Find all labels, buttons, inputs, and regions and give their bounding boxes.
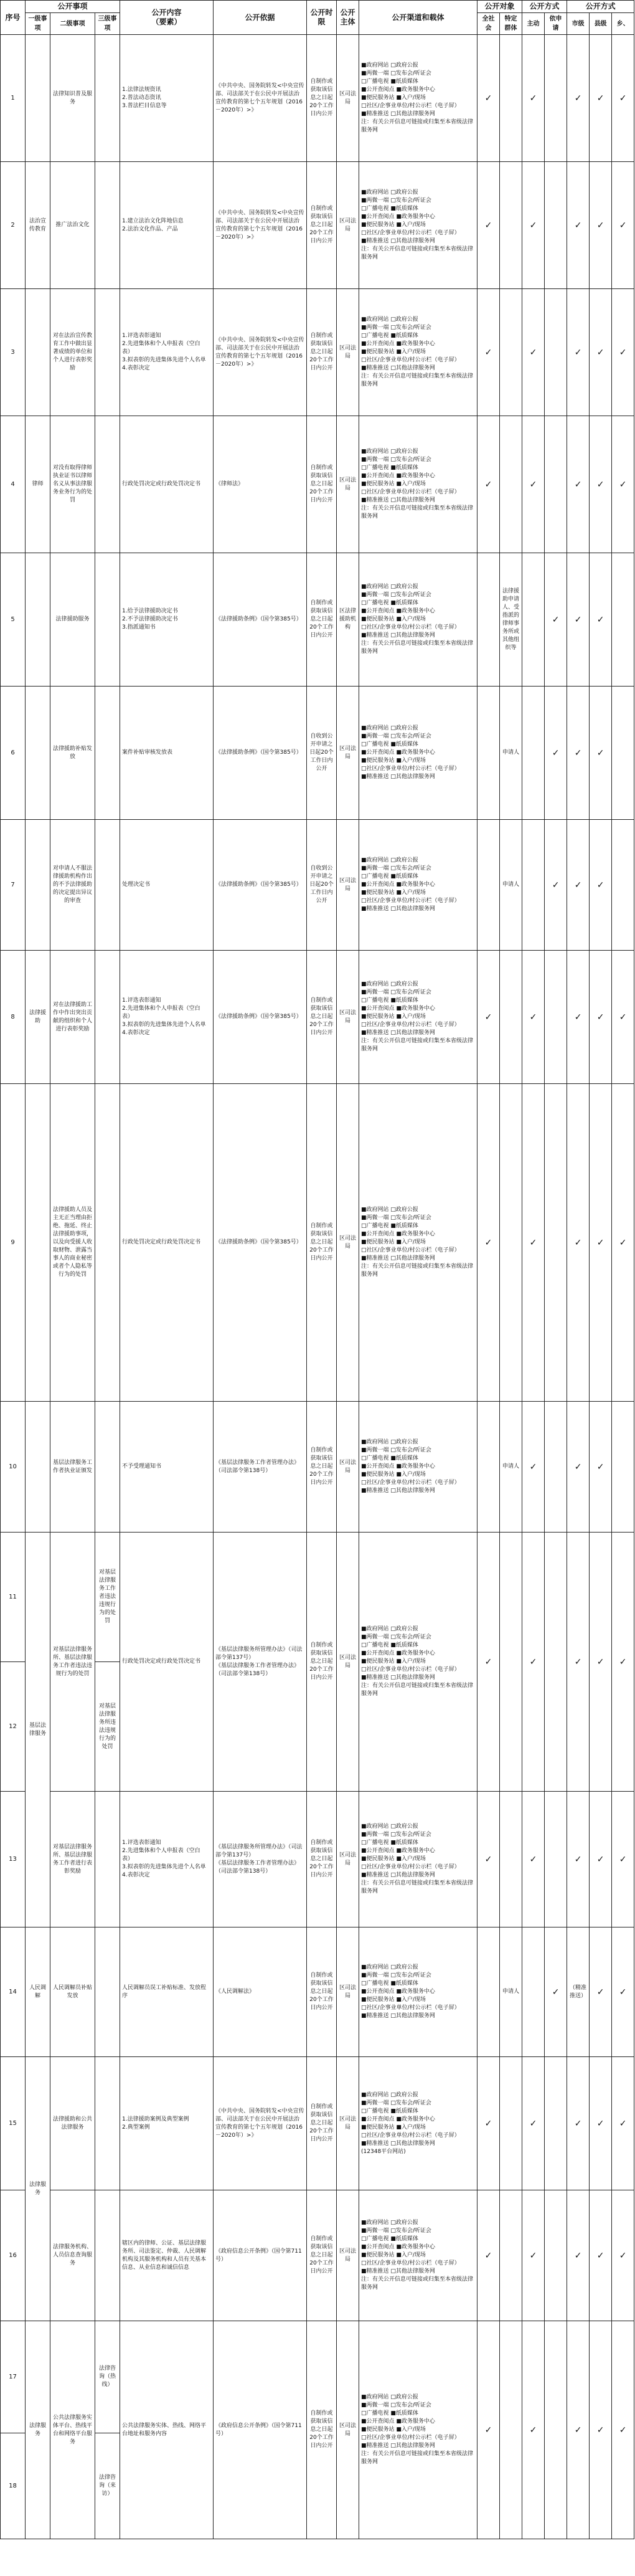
cell-time: 自制作或获取该信息之日起20个工作日内公开 xyxy=(307,1927,337,2057)
cell-l2: 法律援助服务 xyxy=(50,553,95,687)
check-mark: ✓ xyxy=(545,820,567,951)
cell-l1: 律师 xyxy=(26,416,50,553)
check-mark: ✓ xyxy=(567,2190,590,2321)
cell-all xyxy=(477,1927,500,2057)
check-mark: ✓ xyxy=(590,35,612,162)
header-obj-specific: 特定群体 xyxy=(500,13,522,35)
cell-time: 自制作或获取该信息之日起20个工作日内公开 xyxy=(307,553,337,687)
cell-apply xyxy=(545,2321,567,2539)
cell-l2: 基层法律服务工作者执业证颁发 xyxy=(50,1402,95,1533)
check-mark: ✓ xyxy=(545,553,567,687)
cell-content: 1.法律法规资讯 2.普法动态资讯 3.普法栏目信息等 xyxy=(120,35,214,162)
cell-l3 xyxy=(95,1792,120,1927)
cell-basis: 《中共中央、国务院转发<中央宣传部、司法部关于在公民中开展法治宣传教育的第七个五年规划（2016－2020年）>》 xyxy=(214,35,307,162)
cell-l3 xyxy=(95,1084,120,1402)
cell-content: 案件补贴审核发放表 xyxy=(120,687,214,820)
cell-basis: 《法律援助条例》（国令第385号） xyxy=(214,553,307,687)
cell-l2: 人民调解员补贴发放 xyxy=(50,1927,95,2057)
cell-active xyxy=(522,687,545,820)
cell-l2: 法律援助和公共法律服务 xyxy=(50,2057,95,2190)
cell-basis: 《法律援助条例》（国令第385号） xyxy=(214,687,307,820)
cell-l3 xyxy=(95,416,120,553)
cell-basis: 《基层法律服务所管理办法》（司法部令第137号） 《基层法律服务工作者管理办法》（司法部令第138号） xyxy=(214,1533,307,1792)
table-row xyxy=(1,1792,634,1927)
check-mark: ✓ xyxy=(477,35,500,162)
cell-basis: 《法律援助条例》（国令第385号） xyxy=(214,1084,307,1402)
cell-subject: 区司法局 xyxy=(337,2321,359,2539)
cell-seq: 4 xyxy=(1,416,26,553)
cell-town xyxy=(612,553,634,687)
cell-seq: 18 xyxy=(1,2433,26,2539)
cell-channel: ■政府网站 □政府公报 ■两微一端 □发布会/听证会 □广播电视 ■纸质媒体 ■公开查阅点 ■政务服务中心 ■便民服务站 ■入户/现场 □社区/企事业单位/村公示栏（电子屏） ■精准推送 □其他法律服务网 注：有关公开信息可链接或归集至本省级法律服务网 xyxy=(359,416,477,553)
cell-subject: 区司法局 xyxy=(337,2057,359,2190)
table-row xyxy=(1,1533,634,1662)
cell-l1 xyxy=(26,1402,50,1533)
table-row xyxy=(1,2321,634,2433)
cell-subject: 区司法局 xyxy=(337,35,359,162)
check-mark: ✓ xyxy=(567,951,590,1084)
cell-time: 自制作或获取该信息之日起20个工作日内公开 xyxy=(307,2190,337,2321)
cell-specific xyxy=(500,1792,522,1927)
check-mark: ✓ xyxy=(522,289,545,416)
cell-specific xyxy=(500,289,522,416)
cell-subject: 区司法局 xyxy=(337,687,359,820)
check-mark: ✓ xyxy=(612,289,634,416)
cell-apply xyxy=(545,2190,567,2321)
cell-time: 自制作或获取该信息之日起20个工作日内公开 xyxy=(307,1792,337,1927)
cell-l2: 法律援助人员及主无正当理由拒绝、拖延、终止法律援助事项，以及向受援人收取财物、泄露当事人的商业秘密或者个人隐私等行为的处罚 xyxy=(50,1084,95,1402)
cell-l1 xyxy=(26,553,50,687)
check-mark: ✓ xyxy=(522,1533,545,1792)
cell-channel: ■政府网站 □政府公报 ■两微一端 □发布会/听证会 □广播电视 ■纸质媒体 ■公开查阅点 ■政务服务中心 ■便民服务站 ■入户/现场 □社区/企事业单位/村公示栏（电子屏） ■精准推送 □其他法律服务网 (12348平台网站) xyxy=(359,2057,477,2190)
table-row xyxy=(1,289,634,416)
cell-town xyxy=(612,820,634,951)
check-mark: ✓ xyxy=(567,687,590,820)
table-row xyxy=(1,416,634,553)
check-mark: ✓ xyxy=(590,553,612,687)
cell-content: 辖区内的律师、公证、基层法律服务所、司法鉴定、仲裁、人民调解机构及其服务机构和人员有关基本信息、从业信息和诚信信息 xyxy=(120,2190,214,2321)
cell-active xyxy=(522,1927,545,2057)
cell-basis: 《律师法》 xyxy=(214,416,307,553)
cell-time: 自制作或获取该信息之日起20个工作日内公开 xyxy=(307,1533,337,1792)
cell-seq: 17 xyxy=(1,2321,26,2433)
cell-l2: 对基层法律服务所、基层法律服务工作者进行表彰奖励 xyxy=(50,1792,95,1927)
check-mark: ✓ xyxy=(477,1533,500,1792)
cell-apply xyxy=(545,1084,567,1402)
cell-l3 xyxy=(95,2057,120,2190)
table-row xyxy=(1,1927,634,2057)
check-mark: ✓ xyxy=(567,289,590,416)
cell-all xyxy=(477,687,500,820)
cell-l1 xyxy=(26,1084,50,1402)
cell-apply xyxy=(545,35,567,162)
cell-content: 处理决定书 xyxy=(120,820,214,951)
header-l1: 一级事项 xyxy=(26,13,50,35)
table-row xyxy=(1,162,634,289)
cell-l3 xyxy=(95,687,120,820)
table-row xyxy=(1,951,634,1084)
check-mark: ✓ xyxy=(522,1402,545,1533)
cell-seq: 12 xyxy=(1,1662,26,1792)
header-content: 公开内容 （要素） xyxy=(120,1,214,35)
cell-l3 xyxy=(95,1402,120,1533)
check-mark: ✓ xyxy=(522,1084,545,1402)
check-mark: ✓ xyxy=(612,416,634,553)
cell-active xyxy=(522,553,545,687)
check-mark: ✓ xyxy=(567,2057,590,2190)
cell-content: 1.法律援助案例及典型案例 2.典型案例 xyxy=(120,2057,214,2190)
cell-basis: 《政府信息公开条例》（国令第711号） xyxy=(214,2321,307,2539)
cell-basis: 《法律援助条例》（国令第385号） xyxy=(214,820,307,951)
header-level: 公开方式 xyxy=(567,1,634,13)
cell-seq: 5 xyxy=(1,553,26,687)
header-method: 公开方式 xyxy=(522,1,567,13)
cell-l2: 对没有取得律师执业证书以律师名义从事法律服务业务行为的处罚 xyxy=(50,416,95,553)
check-mark: ✓ xyxy=(567,1084,590,1402)
cell-specific xyxy=(500,2057,522,2190)
cell-time: 自制作或获取该信息之日起20个工作日内公开 xyxy=(307,416,337,553)
cell-apply xyxy=(545,289,567,416)
cell-l1: 法律服务 xyxy=(26,2057,50,2321)
table-row xyxy=(1,1084,634,1402)
cell-time: 自制作或获取该信息之日起20个工作日内公开 xyxy=(307,162,337,289)
cell-l2: 对在法治宣传教育工作中做出显著成绩的单位和个人进行表彰奖励 xyxy=(50,289,95,416)
header-lv-town: 乡、 xyxy=(612,13,634,35)
check-mark: ✓ xyxy=(590,2321,612,2539)
check-mark: ✓ xyxy=(522,2321,545,2539)
cell-l2: 法律援助补贴发放 xyxy=(50,687,95,820)
cell-apply xyxy=(545,1533,567,1792)
check-mark: ✓ xyxy=(590,162,612,289)
check-mark: ✓ xyxy=(477,2190,500,2321)
cell-all xyxy=(477,553,500,687)
cell-subject: 区司法局 xyxy=(337,951,359,1084)
cell-specific xyxy=(500,416,522,553)
cell-content: 1.评选表彰通知 2.先进集体和个人申报表（空白表） 3.拟表彰的先进集体先进个人名单 4.表彰决定 xyxy=(120,1792,214,1927)
check-mark: ✓ xyxy=(590,2057,612,2190)
cell-content: 1.建立法治文化阵地信息 2.法治文化作品、产品 xyxy=(120,162,214,289)
cell-l3: 法律咨询（热线） xyxy=(95,2321,120,2433)
cell-channel: ■政府网站 □政府公报 ■两微一端 □发布会/听证会 □广播电视 ■纸质媒体 ■公开查阅点 ■政务服务中心 ■便民服务站 ■入户/现场 □社区/企事业单位/村公示栏（电子屏） ■精准推送 □其他法律服务网 xyxy=(359,687,477,820)
cell-seq: 10 xyxy=(1,1402,26,1533)
check-mark: ✓ xyxy=(590,687,612,820)
table-row xyxy=(1,687,634,820)
check-mark: ✓ xyxy=(590,1084,612,1402)
cell-channel: ■政府网站 □政府公报 ■两微一端 □发布会/听证会 □广播电视 ■纸质媒体 ■公开查阅点 ■政务服务中心 ■便民服务站 ■入户/现场 □社区/企事业单位/村公示栏（电子屏） ■精准推送 □其他法律服务网 注：有关公开信息可链接或归集至本省级法律服务网 xyxy=(359,2321,477,2539)
header-row-1 xyxy=(1,1,634,13)
cell-apply xyxy=(545,416,567,553)
cell-time: 自收到公开申请之日起20个工作日内公开 xyxy=(307,820,337,951)
cell-channel: ■政府网站 □政府公报 ■两微一端 □发布会/听证会 □广播电视 ■纸质媒体 ■公开查阅点 ■政务服务中心 ■便民服务站 ■入户/现场 □社区/企事业单位/村公示栏（电子屏） ■精准推送 □其他法律服务网 注：有关公开信息可链接或归集至本省级法律服务网 xyxy=(359,162,477,289)
cell-seq: 9 xyxy=(1,1084,26,1402)
check-mark: ✓ xyxy=(522,2190,545,2321)
cell-specific xyxy=(500,1533,522,1792)
cell-l3: 对基层法律服务所违法违规行为的处罚 xyxy=(95,1662,120,1792)
check-mark: ✓ xyxy=(522,416,545,553)
cell-l1: 基层法律服务 xyxy=(26,1533,50,1927)
cell-l3 xyxy=(95,35,120,162)
header-items: 公开事项 xyxy=(26,1,120,13)
cell-active xyxy=(522,820,545,951)
cell-apply xyxy=(545,2057,567,2190)
check-mark: ✓ xyxy=(522,162,545,289)
cell-content: 不予受理通知书 xyxy=(120,1402,214,1533)
cell-seq: 6 xyxy=(1,687,26,820)
check-mark: ✓ xyxy=(477,1792,500,1927)
cell-subject: 区司法局 xyxy=(337,820,359,951)
check-mark: ✓ xyxy=(567,416,590,553)
cell-subject: 区司法局 xyxy=(337,162,359,289)
cell-subject: 区司法局 xyxy=(337,1533,359,1792)
check-mark: ✓ xyxy=(590,820,612,951)
check-mark: ✓ xyxy=(567,1402,590,1533)
cell-subject: 区司法局 xyxy=(337,1927,359,2057)
cell-seq: 7 xyxy=(1,820,26,951)
table-row xyxy=(1,2057,634,2190)
check-mark: ✓ xyxy=(477,951,500,1084)
check-mark: ✓ xyxy=(612,1084,634,1402)
cell-seq: 16 xyxy=(1,2190,26,2321)
cell-apply xyxy=(545,1402,567,1533)
cell-l1: 法律服务 xyxy=(26,2321,50,2539)
cell-specific xyxy=(500,2190,522,2321)
cell-apply xyxy=(545,951,567,1084)
table-row xyxy=(1,2190,634,2321)
cell-time: 自制作或获取该信息之日起20个工作日内公开 xyxy=(307,951,337,1084)
cell-basis: 《中共中央、国务院转发<中央宣传部、司法部关于在公民中开展法治宣传教育的第七个五年规划（2016－2020年）>》 xyxy=(214,162,307,289)
cell-time: 自制作或获取该信息之日起20个工作日内公开 xyxy=(307,35,337,162)
check-mark: ✓ xyxy=(545,687,567,820)
header-obj-all: 全社会 xyxy=(477,13,500,35)
check-mark: ✓ xyxy=(477,2321,500,2539)
cell-l1: 人民调解 xyxy=(26,1927,50,2057)
check-mark: ✓ xyxy=(612,2057,634,2190)
cell-specific: 申请人 xyxy=(500,687,522,820)
check-mark: ✓ xyxy=(612,951,634,1084)
cell-channel: ■政府网站 □政府公报 ■两微一端 □发布会/听证会 □广播电视 ■纸质媒体 ■公开查阅点 ■政务服务中心 ■便民服务站 ■入户/现场 □社区/企事业单位/村公示栏（电子屏） ■精准推送 □其他法律服务网 注：有关公开信息可链接或归集至本省级法律服务网 xyxy=(359,289,477,416)
cell-l1: 法律援助 xyxy=(26,951,50,1084)
header-object: 公开对象 xyxy=(477,1,522,13)
cell-seq: 15 xyxy=(1,2057,26,2190)
check-mark: ✓ xyxy=(590,416,612,553)
cell-l2: 对申请人不服法律援助机构作出的不予法律援助的决定提出异议的审查 xyxy=(50,820,95,951)
cell-basis: 《人民调解法》 xyxy=(214,1927,307,2057)
cell-subject: 区司法局 xyxy=(337,289,359,416)
cell-basis: 《中共中央、国务院转发<中央宣传部、司法部关于在公民中开展法治宣传教育的第七个五年规划（2016－2020年）>》 xyxy=(214,2057,307,2190)
cell-content: 1.评选表彰通知 2.先进集体和个人申报表（空白表） 3.拟表彰的先进集体先进个人名单 4.表彰决定 xyxy=(120,951,214,1084)
cell-basis: 《政府信息公开条例》（国令第711号） xyxy=(214,2190,307,2321)
cell-basis: 《基层法律服务所管理办法》（司法部令第137号） 《基层法律服务工作者管理办法》（司法部令第138号） xyxy=(214,1792,307,1927)
header-time: 公开时限 xyxy=(307,1,337,35)
cell-l3 xyxy=(95,289,120,416)
check-mark: ✓ xyxy=(522,2057,545,2190)
cell-time: 自制作或获取该信息之日起20个工作日内公开 xyxy=(307,1402,337,1533)
check-mark: ✓ xyxy=(477,162,500,289)
cell-l2: 推广法治文化 xyxy=(50,162,95,289)
cell-basis: 《法律援助条例》（国令第385号） xyxy=(214,951,307,1084)
cell-channel: ■政府网站 □政府公报 ■两微一端 □发布会/听证会 □广播电视 ■纸质媒体 ■公开查阅点 ■政务服务中心 ■便民服务站 ■入户/现场 □社区/企事业单位/村公示栏（电子屏） ■精准推送 □其他法律服务网 注：有关公开信息可链接或归集至本省级法律服务网 xyxy=(359,2190,477,2321)
check-mark: ✓ xyxy=(590,1792,612,1927)
check-mark: ✓ xyxy=(590,2190,612,2321)
table-row xyxy=(1,553,634,687)
cell-specific xyxy=(500,1084,522,1402)
cell-time: 自制作或获取该信息之日起20个工作日内公开 xyxy=(307,1084,337,1402)
cell-all xyxy=(477,1402,500,1533)
cell-subject: 区司法局 xyxy=(337,1084,359,1402)
cell-channel: ■政府网站 □政府公报 ■两微一端 □发布会/听证会 □广播电视 ■纸质媒体 ■公开查阅点 ■政务服务中心 ■便民服务站 ■入户/现场 □社区/企事业单位/村公示栏（电子屏） ■精准推送 □其他法律服务网 注：有关公开信息可链接或归集至本省级法律服务网 xyxy=(359,951,477,1084)
header-l2: 二级事项 xyxy=(50,13,95,35)
cell-basis: 《基层法律服务工作者管理办法》（司法部令第138号） xyxy=(214,1402,307,1533)
check-mark: ✓ xyxy=(477,289,500,416)
cell-time: 自收到公开申请之日起20个工作日内公开 xyxy=(307,687,337,820)
cell-specific xyxy=(500,2321,522,2539)
header-subject: 公开主体 xyxy=(337,1,359,35)
cell-seq: 11 xyxy=(1,1533,26,1662)
cell-channel: ■政府网站 □政府公报 ■两微一端 □发布会/听证会 □广播电视 ■纸质媒体 ■公开查阅点 ■政务服务中心 ■便民服务站 ■入户/现场 □社区/企事业单位/村公示栏（电子屏） ■精准推送 □其他法律服务网 xyxy=(359,1927,477,2057)
table-row xyxy=(1,820,634,951)
check-mark: ✓ xyxy=(590,951,612,1084)
cell-l3 xyxy=(95,820,120,951)
cell-time: 自制作或获取该信息之日起20个工作日内公开 xyxy=(307,2321,337,2539)
cell-subject: 区法律援助机构 xyxy=(337,553,359,687)
cell-subject: 区司法局 xyxy=(337,416,359,553)
check-mark: ✓ xyxy=(612,2321,634,2539)
check-mark: ✓ xyxy=(590,289,612,416)
cell-town xyxy=(612,687,634,820)
cell-seq: 1 xyxy=(1,35,26,162)
check-mark: ✓ xyxy=(567,2321,590,2539)
cell-seq: 14 xyxy=(1,1927,26,2057)
cell-specific xyxy=(500,35,522,162)
cell-l1 xyxy=(26,687,50,820)
cell-basis: 《中共中央、国务院转发<中央宣传部、司法部关于在公民中开展法治宣传教育的第七个五年规划（2016－2020年）>》 xyxy=(214,289,307,416)
cell-l3 xyxy=(95,951,120,1084)
cell-specific xyxy=(500,951,522,1084)
header-basis: 公开依据 xyxy=(214,1,307,35)
cell-subject: 区司法局 xyxy=(337,2190,359,2321)
check-mark: ✓ xyxy=(590,1927,612,2057)
cell-channel: ■政府网站 □政府公报 ■两微一端 □发布会/听证会 □广播电视 ■纸质媒体 ■公开查阅点 ■政务服务中心 ■便民服务站 ■入户/现场 □社区/企事业单位/村公示栏（电子屏） ■精准推送 □其他法律服务网 注：有关公开信息可链接或归集至本省级法律服务网 xyxy=(359,553,477,687)
cell-content: 1.评选表彰通知 2.先进集体和个人申报表（空白表） 3.拟表彰的先进集体先进个人名单 4.表彰决定 xyxy=(120,289,214,416)
cell-l1: 法治宣传教育 xyxy=(26,162,50,289)
table-row xyxy=(1,35,634,162)
check-mark: ✓ xyxy=(477,2057,500,2190)
cell-all xyxy=(477,820,500,951)
cell-channel: ■政府网站 □政府公报 ■两微一端 □发布会/听证会 □广播电视 ■纸质媒体 ■公开查阅点 ■政务服务中心 ■便民服务站 ■入户/现场 □社区/企事业单位/村公示栏（电子屏） ■精准推送 □其他法律服务网 注：有关公开信息可链接或归集至本省级法律服务网 xyxy=(359,1533,477,1792)
cell-l2: 对基层法律服务所、基层法律服务工作者违法违规行为的处罚 xyxy=(50,1533,95,1792)
cell-specific: 申请人 xyxy=(500,820,522,951)
cell-channel: ■政府网站 □政府公报 ■两微一端 □发布会/听证会 □广播电视 ■纸质媒体 ■公开查阅点 ■政务服务中心 ■便民服务站 ■入户/现场 □社区/企事业单位/村公示栏（电子屏） ■精准推送 □其他法律服务网 注：有关公开信息可链接或归集至本省级法律服务网 xyxy=(359,1084,477,1402)
cell-seq: 13 xyxy=(1,1792,26,1927)
check-mark: ✓ xyxy=(522,1792,545,1927)
check-mark: ✓ xyxy=(567,1533,590,1792)
table-row xyxy=(1,1402,634,1533)
cell-l3 xyxy=(95,553,120,687)
cell-channel: ■政府网站 □政府公报 ■两微一端 □发布会/听证会 □广播电视 ■纸质媒体 ■公开查阅点 ■政务服务中心 ■便民服务站 ■入户/现场 □社区/企事业单位/村公示栏（电子屏） ■精准推送 □其他法律服务网 注：有关公开信息可链接或归集至本省级法律服务网 xyxy=(359,35,477,162)
cell-l2: 公共法律服务实体平台、热线平台和网络平台服务 xyxy=(50,2321,95,2539)
cell-channel: ■政府网站 □政府公报 ■两微一端 □发布会/听证会 □广播电视 ■纸质媒体 ■公开查阅点 ■政务服务中心 ■便民服务站 ■入户/现场 □社区/企事业单位/村公示栏（电子屏） ■精准推送 □其他法律服务网 注：有关公开信息可链接或归集至本省级法律服务网 xyxy=(359,1792,477,1927)
cell-l2: 法律知识普及服务 xyxy=(50,35,95,162)
cell-channel: ■政府网站 □政府公报 ■两微一端 □发布会/听证会 □广播电视 ■纸质媒体 ■公开查阅点 ■政务服务中心 ■便民服务站 ■入户/现场 □社区/企事业单位/村公示栏（电子屏） ■精准推送 □其他法律服务网 xyxy=(359,1402,477,1533)
cell-seq: 3 xyxy=(1,289,26,416)
cell-l1 xyxy=(26,820,50,951)
cell-specific: 申请人 xyxy=(500,1402,522,1533)
cell-subject: 区司法局 xyxy=(337,1402,359,1533)
header-channel: 公开渠道和载体 xyxy=(359,1,477,35)
cell-channel: ■政府网站 □政府公报 ■两微一端 □发布会/听证会 □广播电视 ■纸质媒体 ■公开查阅点 ■政务服务中心 ■便民服务站 ■入户/现场 □社区/企事业单位/村公示栏（电子屏） ■精准推送 □其他法律服务网 xyxy=(359,820,477,951)
header-seq: 序号 xyxy=(1,1,26,35)
cell-content: 行政处罚决定或行政处罚决定书 xyxy=(120,416,214,553)
check-mark: ✓ xyxy=(612,35,634,162)
check-mark: ✓ xyxy=(477,1084,500,1402)
header-lv-city: 市级 xyxy=(567,13,590,35)
check-mark: ✓ xyxy=(612,1927,634,2057)
check-mark: ✓ xyxy=(612,2190,634,2321)
cell-seq: 2 xyxy=(1,162,26,289)
cell-time: 自制作或获取该信息之日起20个工作日内公开 xyxy=(307,289,337,416)
cell-time: 自制作或获取该信息之日起20个工作日内公开 xyxy=(307,2057,337,2190)
check-mark: ✓ xyxy=(545,1927,567,2057)
cell-town xyxy=(612,1402,634,1533)
check-mark: ✓ xyxy=(477,416,500,553)
check-mark: ✓ xyxy=(567,1792,590,1927)
check-mark: ✓ xyxy=(567,553,590,687)
cell-specific: 法律援助申请人、受指派的律师事务所或其他组织等 xyxy=(500,553,522,687)
cell-l1 xyxy=(26,289,50,416)
cell-l2: 对在法律援助工作中作出突出贡献的组织和个人进行表彰奖励 xyxy=(50,951,95,1084)
cell-l3: 对基层法律服务工作者违法违规行为的处罚 xyxy=(95,1533,120,1662)
cell-city-town: （精准推送） xyxy=(567,1927,590,2057)
header-lv-county: 县级 xyxy=(590,13,612,35)
cell-content: 行政处罚决定或行政处罚决定书 xyxy=(120,1084,214,1402)
check-mark: ✓ xyxy=(567,162,590,289)
check-mark: ✓ xyxy=(612,1792,634,1927)
cell-content: 行政处罚决定或行政处罚决定书 xyxy=(120,1533,214,1792)
cell-specific xyxy=(500,162,522,289)
cell-l3 xyxy=(95,162,120,289)
check-mark: ✓ xyxy=(590,1402,612,1533)
header-m-active: 主动 xyxy=(522,13,545,35)
cell-specific: 申请人 xyxy=(500,1927,522,2057)
cell-content: 公共法律服务实体、热线、网络平台地址和服务内容 xyxy=(120,2321,214,2539)
check-mark: ✓ xyxy=(522,951,545,1084)
check-mark: ✓ xyxy=(567,820,590,951)
header-m-apply: 依申请 xyxy=(545,13,567,35)
cell-l3 xyxy=(95,2190,120,2321)
header-l3: 三级事项 xyxy=(95,13,120,35)
check-mark: ✓ xyxy=(522,35,545,162)
cell-content: 1.给予法律援助决定书 2.不予法律援助决定书 3.指派通知书 xyxy=(120,553,214,687)
check-mark: ✓ xyxy=(612,1533,634,1792)
cell-l3: 法律咨询（来访） xyxy=(95,2433,120,2539)
check-mark: ✓ xyxy=(590,1533,612,1792)
cell-seq: 8 xyxy=(1,951,26,1084)
cell-l3 xyxy=(95,1927,120,2057)
cell-subject: 区司法局 xyxy=(337,1792,359,1927)
cell-l2: 法律服务机构、人员信息查询服务 xyxy=(50,2190,95,2321)
cell-l1 xyxy=(26,35,50,162)
cell-apply xyxy=(545,1792,567,1927)
check-mark: ✓ xyxy=(567,35,590,162)
cell-content: 人民调解员误工补贴标准、发放程序 xyxy=(120,1927,214,2057)
check-mark: ✓ xyxy=(612,162,634,289)
cell-apply xyxy=(545,162,567,289)
